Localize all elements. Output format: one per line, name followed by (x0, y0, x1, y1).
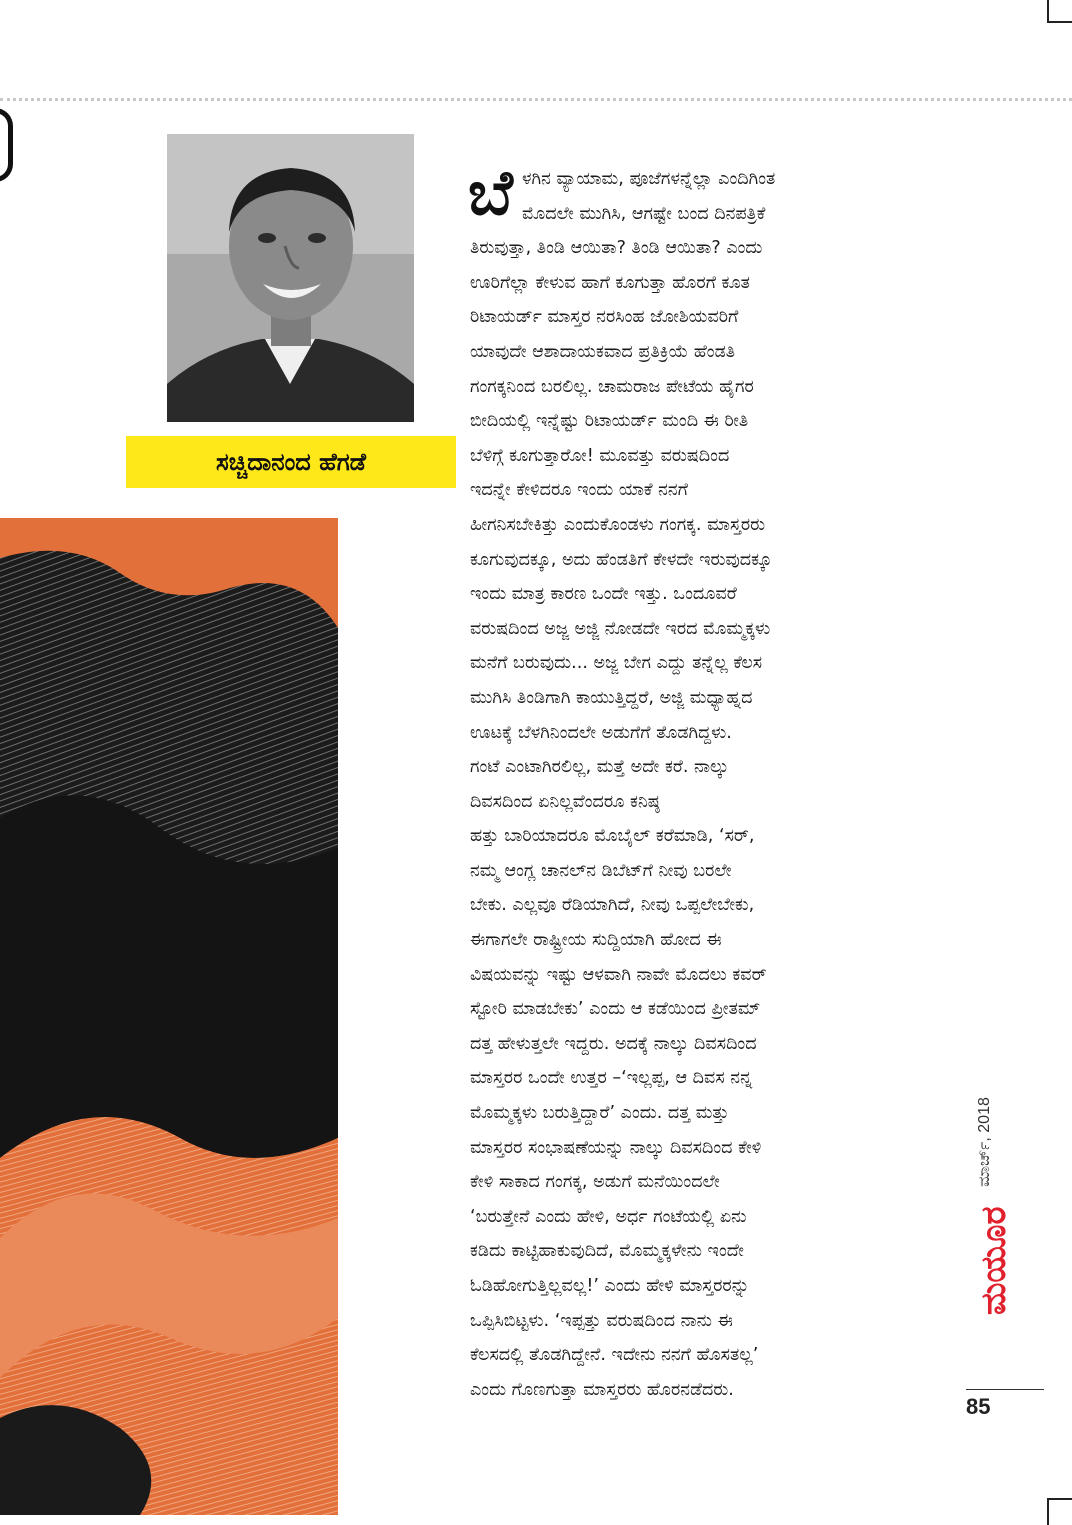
article-line: ಕೇಳಿ ಸಾಕಾದ ಗಂಗಕ್ಕ, ಅಡುಗೆ ಮನೆಯಿಂದಲೇ (470, 1172, 720, 1193)
article-line: ಗಂಟೆ ಎಂಟಾಗಿರಲಿಲ್ಲ, ಮತ್ತೆ ಅದೇ ಕರೆ. ನಾಲ್ಕು (470, 757, 729, 778)
article-line: ಇಂದು ಮಾತ್ರ ಕಾರಣ ಒಂದೇ ಇತ್ತು. ಒಂದೂವರೆ (470, 584, 737, 605)
article-line: ಕಡಿದು ಕಾಟ್ಟಿಹಾಕುವುದಿದೆ, ಮೊಮ್ಮಕ್ಕಳೇನು ಇಂದೇ (470, 1241, 744, 1262)
article-line: ಮೊದಲೇ ಮುಗಿಸಿ, ಆಗಷ್ಟೇ ಬಂದ ದಿನಪತ್ರಿಕೆ (522, 203, 766, 224)
article-line: ಯಾವುದೇ ಆಶಾದಾಯಕವಾದ ಪ್ರತಿಕ್ರಿಯೆ ಹೆಂಡತಿ (470, 341, 736, 362)
article-line: ಸ್ಟೋರಿ ಮಾಡಬೇಕು’ ಎಂದು ಆ ಕಡೆಯಿಂದ ಪ್ರೀತಮ್ (470, 999, 761, 1020)
crop-mark-bottom-h (1047, 1498, 1072, 1500)
article-line: ಳಗಿನ ವ್ಯಾಯಾಮ, ಪೂಜೆಗಳನ್ನೆಲ್ಲಾ ಎಂದಿಗಿಂತ (522, 169, 776, 189)
article-line: ಮನೆಗೆ ಬರುವುದು... ಅಜ್ಜ ಬೇಗ ಎದ್ದು ತನ್ನೆಲ್ಲ ಕೆಲಸ (470, 653, 763, 674)
article-line: ತಿರುವುತ್ತಾ, ತಿಂಡಿ ಆಯಿತಾ? ತಿಂಡಿ ಆಯಿತಾ? ಎಂದು (470, 238, 763, 259)
article-dropcap: ಬೆ (468, 156, 513, 229)
article-line: ಓಡಿಹೋಗುತ್ತಿಲ್ಲವಲ್ಲ!’ ಎಂದು ಹೇಳಿ ಮಾಸ್ತರರನ್ನು (470, 1276, 750, 1296)
article-line: ಕೆಲಸದಲ್ಲಿ ತೊಡಗಿದ್ದೇನೆ. ಇದೇನು ನನಗೆ ಹೊಸತಲ್ಲ’ (470, 1345, 759, 1366)
article-line: ಈಗಾಗಲೇ ರಾಷ್ಟ್ರೀಯ ಸುದ್ದಿಯಾಗಿ ಹೋದ ಈ (470, 930, 722, 951)
article-line: ಹತ್ತು ಬಾರಿಯಾದರೂ ಮೊಬೈಲ್ ಕರೆಮಾಡಿ, ‘ಸರ್, (470, 826, 755, 847)
article-line: ಮುಗಿಸಿ ತಿಂಡಿಗಾಗಿ ಕಾಯುತ್ತಿದ್ದರೆ, ಅಜ್ಜಿ ಮಧ್ಯಾಹ್ನದ (470, 687, 753, 708)
article-line: ದತ್ತ ಹೇಳುತ್ತಲೇ ಇದ್ದರು. ಅದಕ್ಕೆ ನಾಲ್ಕು ದಿವಸದಿಂದ (470, 1033, 757, 1054)
article-line: ಹೀಗನಿಸಬೇಕಿತ್ತು ಎಂದುಕೊಂಡಳು ಗಂಗಕ್ಕ. ಮಾಸ್ತರರು (470, 514, 766, 535)
issue-date: ಮಾರ್ಚ್, 2018 (976, 1097, 993, 1187)
article-illustration (0, 518, 338, 1515)
article-body (468, 156, 930, 1407)
article-line: ದಿವಸದಿಂದ ಏನಿಲ್ಲವೆಂದರೂ ಕನಿಷ್ಠ (470, 791, 660, 812)
article-line: ಕೂಗುವುದಕ್ಕೂ, ಅದು ಹೆಂಡತಿಗೆ ಕೇಳದೇ ಇರುವುದಕ್ಕೂ (470, 549, 772, 570)
article-line: ಮಾಸ್ತರರ ಸಂಭಾಷಣೆಯನ್ನು ನಾಲ್ಕು ದಿವಸದಿಂದ ಕೇಳಿ (470, 1137, 762, 1158)
page-number-rule (966, 1389, 1044, 1390)
author-portrait-icon (167, 134, 414, 422)
author-photo (167, 134, 414, 422)
abstract-art-icon (0, 518, 338, 1515)
page-number: 85 (966, 1394, 991, 1419)
article-line: ‘ಬರುತ್ತೇನೆ ಎಂದು ಹೇಳಿ, ಅರ್ಧ ಗಂಟೆಯಲ್ಲಿ ಏನು (470, 1206, 747, 1227)
article-line: ಒಪ್ಪಿಸಿಬಿಟ್ಟಳು. ‘ಇಪ್ಪತ್ತು ವರುಷದಿಂದ ನಾನು ಈ (470, 1310, 733, 1331)
article-line: ಬೆಳಿಗ್ಗೆ ಕೂಗುತ್ತಾರೋ! ಮೂವತ್ತು ವರುಷದಿಂದ (470, 445, 730, 466)
author-name: ಸಚ್ಚಿದಾನಂದ ಹೆಗಡೆ (216, 448, 366, 476)
article-line: ವಿಷಯವನ್ನು ಇಷ್ಟು ಆಳವಾಗಿ ನಾವೇ ಮೊದಲು ಕವರ್ (470, 964, 767, 985)
crop-mark-top-h (1047, 21, 1072, 23)
article-line: ಊರಿಗೆಲ್ಲಾ ಕೇಳುವ ಹಾಗೆ ಕೂಗುತ್ತಾ ಹೊರಗೆ ಕೂತ (470, 272, 750, 293)
crop-mark-top (1047, 0, 1049, 22)
article-line: ಗಂಗಕ್ಕನಿಂದ ಬರಲಿಲ್ಲ. ಚಾಮರಾಜ ಪೇಟೆಯ ಹೈಗರ (470, 376, 754, 397)
author-name-box (126, 436, 456, 488)
article-line: ಊಟಕ್ಕೆ ಬೆಳಗಿನಿಂದಲೇ ಅಡುಗೆಗೆ ತೊಡಗಿದ್ದಳು. (470, 722, 732, 743)
column-bracket (0, 108, 13, 182)
article-line: ಬೇಕು. ಎಲ್ಲವೂ ರೆಡಿಯಾಗಿದೆ, ನೀವು ಒಪ್ಪಲೇಬೇಕು, (470, 895, 755, 916)
article-line: ಇದನ್ನೇ ಕೇಳಿದರೂ ಇಂದು ಯಾಕೆ ನನಗೆ (470, 480, 688, 501)
article-line: ನಮ್ಮ ಆಂಗ್ಲ ಚಾನಲ್‌ನ ಡಿಬೆಟ್‌ಗೆ ನೀವು ಬರಲೇ (470, 860, 732, 881)
article-line: ಎಂದು ಗೊಣಗುತ್ತಾ ಮಾಸ್ತರರು ಹೊರನಡೆದರು. (470, 1379, 734, 1400)
article-line: ರಿಟಾಯರ್ಡ್ ಮಾಸ್ತರ ನರಸಿಂಹ ಜೋಶಿಯವರಿಗೆ (470, 307, 739, 328)
article-line: ಬೀದಿಯಲ್ಲಿ ಇನ್ನೆಷ್ಟು ರಿಟಾಯರ್ಡ್ ಮಂದಿ ಈ ರೀತಿ (470, 411, 749, 432)
header-dotted-divider (0, 98, 1072, 101)
article-line: ಮಾಸ್ತರರ ಒಂದೇ ಉತ್ತರ –‘ಇಲ್ಲಪ್ಪ, ಆ ದಿವಸ ನನ್ನ (470, 1068, 753, 1089)
article-line: ಮೊಮ್ಮಕ್ಕಳು ಬರುತ್ತಿದ್ದಾರೆ’ ಎಂದು. ದತ್ತ ಮತ್ತು (470, 1103, 729, 1124)
crop-mark-bottom (1047, 1498, 1049, 1525)
magazine-logo: ಮಯೂರ (974, 1206, 1014, 1315)
article-line: ವರುಷದಿಂದ ಅಜ್ಜ ಅಜ್ಜಿ ನೋಡದೇ ಇರದ ಮೊಮ್ಮಕ್ಕಳು (470, 618, 771, 639)
